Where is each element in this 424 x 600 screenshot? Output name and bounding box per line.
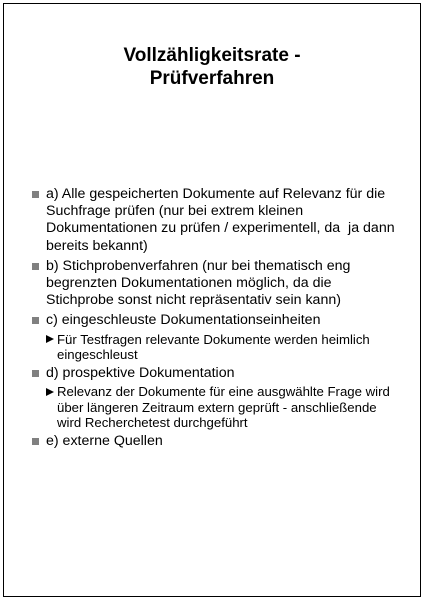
sub-bullet-text-c: Für Testfragen relevante Dokumente werden heimlich eingeschleust bbox=[57, 331, 370, 363]
slide-title-line-2: Prüfverfahren bbox=[149, 68, 275, 89]
bullet-item-c bbox=[30, 312, 400, 362]
slide-title bbox=[24, 44, 400, 90]
square-bullet-icon bbox=[32, 263, 39, 270]
bullet-item-b bbox=[30, 258, 400, 310]
bullet-text-b: b) Stichprobenverfahren (nur bei thematisch eng begrenzten Dokumentationen möglich, da die Stichprobe sonst nicht repräsentativ sein kann) bbox=[46, 257, 355, 309]
bullet-item-a bbox=[30, 186, 400, 255]
bullet-text-d: d) prospektive Dokumentation bbox=[46, 364, 235, 381]
sub-bullet-text-d: Relevanz der Dokumente für eine ausgwählte Frage wird über längeren Zeitraum extern geprüft - anschließende wird Recherchetest durchgeführt bbox=[57, 384, 390, 431]
bullet-text-c: c) eingeschleuste Dokumentationseinheiten bbox=[46, 312, 321, 329]
sub-bullet-c bbox=[46, 332, 400, 363]
bullet-item-d bbox=[30, 365, 400, 431]
triangle-arrow-icon bbox=[46, 388, 54, 396]
slide-title-line-1: Vollzähligkeitsrate - bbox=[123, 45, 301, 66]
bullet-list bbox=[30, 186, 400, 453]
triangle-arrow-icon bbox=[46, 335, 54, 343]
square-bullet-icon bbox=[32, 370, 39, 377]
bullet-text-a: a) Alle gespeicherten Dokumente auf Relevanz für die Suchfrage prüfen (nur bei extrem kleinen Dokumentationen zu prüfen / experimentell, da ja dann bereits bekannt) bbox=[46, 186, 399, 254]
bullet-text-e: e) externe Quellen bbox=[46, 432, 163, 449]
square-bullet-icon bbox=[32, 191, 39, 198]
bullet-item-e bbox=[30, 433, 400, 450]
sub-bullet-d bbox=[46, 384, 400, 431]
square-bullet-icon bbox=[32, 317, 39, 324]
square-bullet-icon bbox=[32, 438, 39, 445]
